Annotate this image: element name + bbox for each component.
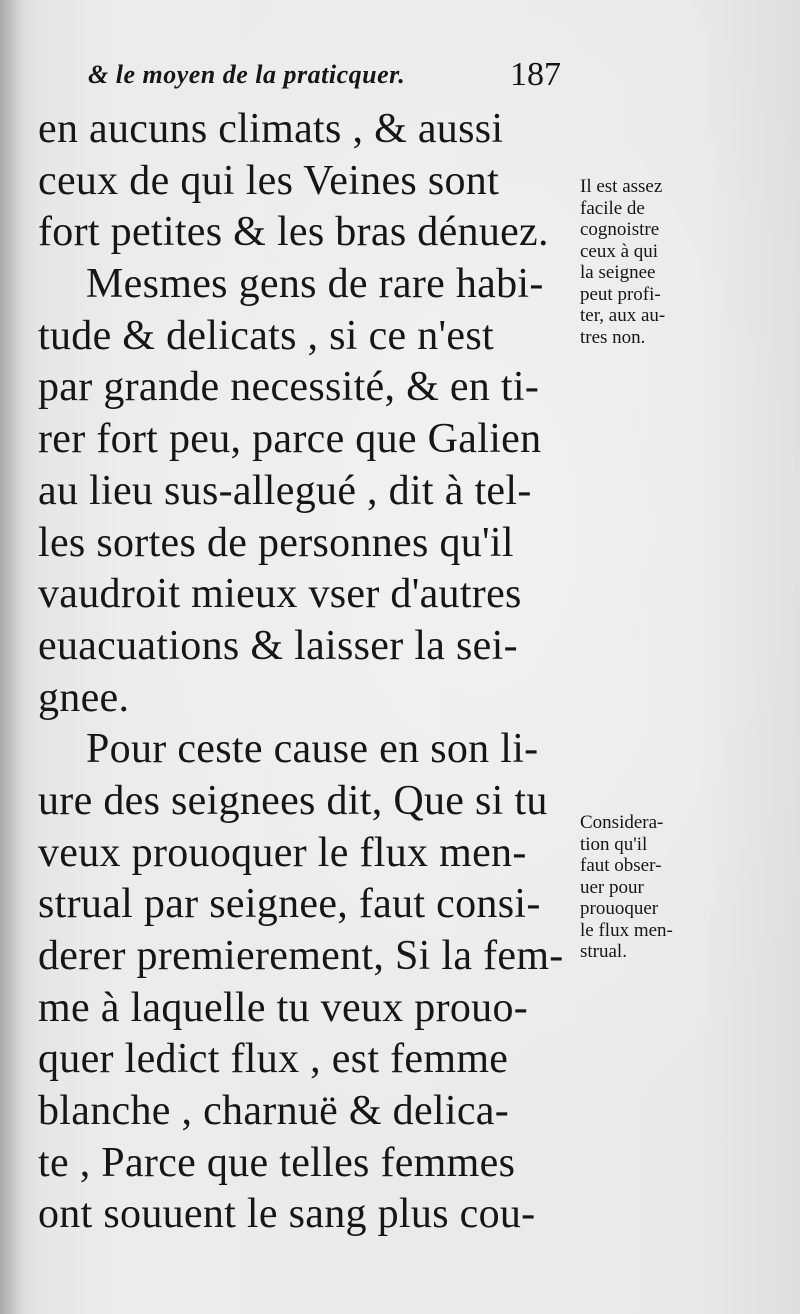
text-line: te , Parce que telles femmes <box>38 1139 516 1186</box>
text-line: blanche , charnuë & delica- <box>38 1088 510 1135</box>
text-line: rer fort peu, parce que Galien <box>38 416 542 463</box>
margin-note-line: prouoquer <box>580 898 659 919</box>
running-head: & le moyen de la praticquer. <box>88 60 406 89</box>
margin-note-line: Considera- <box>580 812 664 833</box>
text-line: quer ledict flux , est femme <box>38 1036 509 1083</box>
page-number: 187 <box>510 56 561 93</box>
gutter-shadow <box>0 0 22 1314</box>
paragraph-first-line: Pour ceste cause en son li- <box>86 726 539 773</box>
text-line: ure des seignees dit, Que si tu <box>38 777 548 824</box>
paragraph-first-line: Mesmes gens de rare habi- <box>86 261 544 308</box>
text-line: par grande necessité, & en ti- <box>38 364 540 411</box>
margin-note-line: le flux men- <box>580 919 673 941</box>
text-line: au lieu sus-allegué , dit à tel- <box>38 467 532 514</box>
text-line: ont souuent le sang plus cou- <box>38 1191 536 1238</box>
margin-note-line: ter, aux au- <box>580 305 666 326</box>
margin-note-line: faut obser- <box>580 855 662 876</box>
text-line: en aucuns climats , & aussi <box>38 106 504 152</box>
text-line: veux prouoquer le flux men- <box>38 829 527 876</box>
margin-note-line: peut profi- <box>580 283 661 305</box>
margin-note-line: tion qu'il <box>580 833 648 855</box>
margin-note-line: la seignee <box>580 262 656 283</box>
text-line: tude & delicats , si ce n'est <box>38 312 494 359</box>
margin-note-line: Il est assez <box>580 176 663 197</box>
page-header <box>88 56 588 100</box>
margin-note-line: tres non. <box>580 326 646 348</box>
text-line: euacuations & laisser la sei- <box>38 622 518 669</box>
text-line: les sortes de personnes qu'il <box>38 519 514 566</box>
margin-note-seignee <box>580 176 710 348</box>
margin-note-line: uer pour <box>580 876 644 898</box>
margin-note-line: cognoistre <box>580 219 660 240</box>
text-line: ceux de qui les Veines sont <box>38 157 500 204</box>
margin-note-line: strual. <box>580 941 627 962</box>
text-line: strual par seignee, faut consi- <box>38 881 541 928</box>
text-line: fort petites & les bras dénuez. <box>38 209 549 256</box>
margin-note-line: facile de <box>580 197 645 219</box>
margin-note-line: ceux à qui <box>580 240 659 262</box>
text-line: gnee. <box>38 674 130 721</box>
text-line: me à laquelle tu veux prouo- <box>38 984 529 1031</box>
text-line: derer premierement, Si la fem- <box>38 933 564 979</box>
main-text-block <box>38 104 578 1241</box>
text-line: vaudroit mieux vser d'autres <box>38 571 522 618</box>
margin-note-flux <box>580 812 710 963</box>
